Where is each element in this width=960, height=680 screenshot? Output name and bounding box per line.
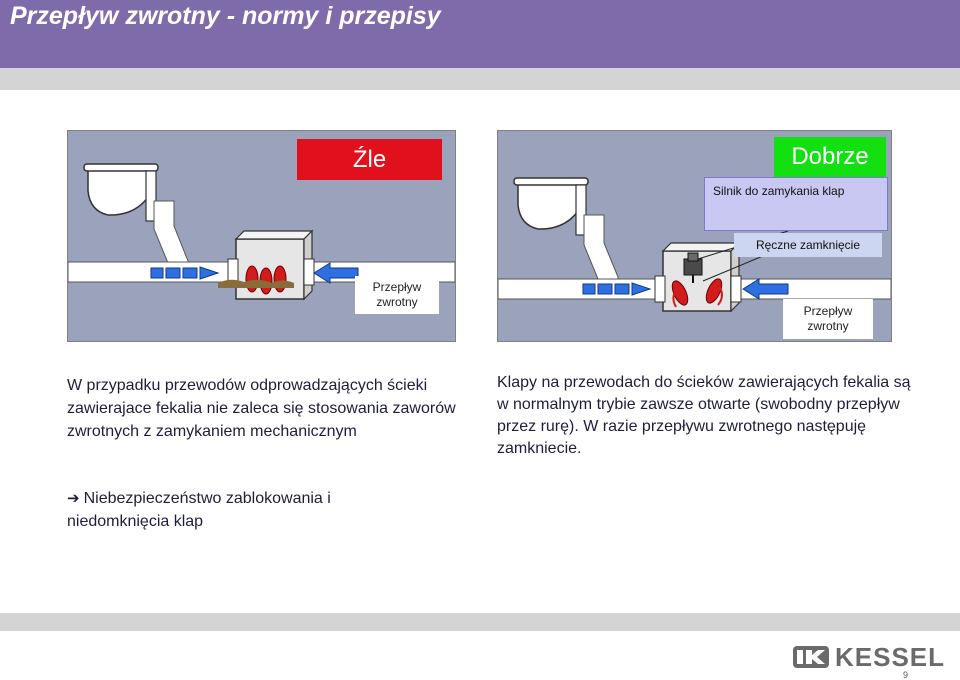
correct-description: Klapy na przewodach do ścieków zawierających fekalia są w normalnym trybie zawsze otwarte (swobodny przepływ przez rurę). W razie przepływu zwrotnego następuję zamkniecie. [497, 374, 911, 457]
backflow-label [355, 276, 439, 314]
backflow-label [783, 299, 873, 339]
correct-installation-illustration [497, 130, 892, 342]
footer-divider [0, 613, 960, 631]
backflow-label-text: Przepływ zwrotny [372, 280, 422, 309]
arrow-right-icon: ➔ [67, 490, 80, 507]
kessel-logo-text: KESSEL [835, 642, 946, 672]
kessel-logo-icon [792, 642, 832, 672]
header-bar [0, 0, 960, 68]
wrong-description: W przypadku przewodów odprowadzających ścieki zawierajace fekalia nie zaleca się stosowania zaworów zwrotnych z zamykaniem mechanicznym [67, 377, 456, 440]
warning-text: Niebezpieczeństwo zablokowania i niedomknięcia klap [67, 490, 331, 530]
header-divider [0, 68, 960, 90]
toilet-icon [514, 178, 588, 235]
page-number: 9 [903, 670, 909, 680]
toilet-icon [84, 164, 158, 221]
wrong-installation-illustration [67, 130, 456, 342]
backflow-label-text: Przepływ zwrotny [803, 304, 853, 333]
wrong-badge: Źle [297, 139, 442, 180]
manual-close-label: Ręczne zamknięcie [734, 233, 882, 257]
page-title: Przepływ zwrotny - normy i przepisy [10, 2, 441, 30]
warning-note [67, 487, 427, 533]
kessel-logo [792, 640, 946, 672]
motor-label-box [704, 177, 888, 231]
motor-label: Silnik do zamykania klap [713, 184, 845, 198]
correct-badge: Dobrze [774, 137, 886, 177]
